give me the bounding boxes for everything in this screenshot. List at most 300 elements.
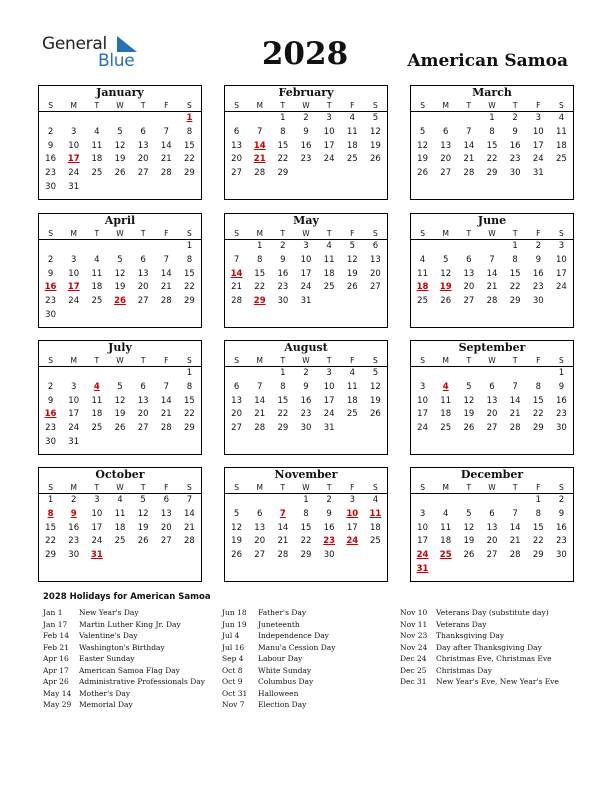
day-cell: 13 <box>137 395 149 406</box>
day-cell <box>434 367 457 381</box>
day-cell: 1 <box>280 368 286 378</box>
weekday-label: S <box>48 101 53 110</box>
weekday-label: S <box>48 229 53 238</box>
day-cell: 6 <box>443 126 449 137</box>
holiday-name: Juneteenth <box>258 619 300 629</box>
day-cell: 2 <box>303 368 309 378</box>
day-cell <box>411 240 434 254</box>
holiday-name: Election Day <box>258 700 307 709</box>
day-cell: 10 <box>346 508 359 519</box>
day-cell: 28 <box>160 168 172 179</box>
week-row <box>225 140 387 154</box>
day-cell: 6 <box>233 126 240 137</box>
day-cell: 2 <box>47 126 54 137</box>
day-cell: 31 <box>323 423 335 434</box>
day-cell: 25 <box>91 296 103 307</box>
holiday-date: Nov 23 <box>400 631 428 640</box>
day-cell <box>155 240 178 254</box>
month-name: August <box>284 341 328 354</box>
day-cell: 7 <box>512 508 518 519</box>
day-cell: 30 <box>45 181 56 192</box>
day-cell: 11 <box>440 522 452 533</box>
holiday-date: Nov 11 <box>400 619 428 629</box>
day-cell <box>108 112 131 126</box>
day-cell <box>364 422 387 436</box>
day-cell <box>364 167 387 181</box>
holiday-date: Jul 16 <box>222 642 245 652</box>
day-cell: 22 <box>532 409 544 420</box>
day-cell: 30 <box>68 550 80 561</box>
day-cell: 6 <box>466 254 472 265</box>
day-cell: 7 <box>163 126 169 137</box>
day-cell: 17 <box>417 409 428 420</box>
weekday-label: W <box>488 101 496 110</box>
day-cell: 5 <box>117 254 123 265</box>
day-cell: 7 <box>186 495 193 505</box>
week-row <box>225 522 387 536</box>
day-cell: 4 <box>93 381 100 392</box>
holiday-date: Jul 4 <box>222 631 240 640</box>
day-cell <box>318 295 341 309</box>
day-cell: 21 <box>184 522 195 533</box>
weekday-label: W <box>488 483 496 492</box>
day-cell: 23 <box>300 409 312 420</box>
weekday-label: T <box>326 101 332 110</box>
day-cell: 22 <box>509 282 521 293</box>
weekday-label: T <box>280 483 286 492</box>
week-row <box>225 268 387 282</box>
holidays-title: 2028 Holidays for American Samoa <box>43 592 211 602</box>
day-cell: 6 <box>489 381 495 392</box>
day-cell: 5 <box>372 368 379 378</box>
day-cell <box>480 563 503 577</box>
day-cell: 19 <box>114 409 126 420</box>
weekday-label: W <box>302 356 310 365</box>
day-cell: 15 <box>486 140 498 151</box>
weekday-label: S <box>187 101 192 110</box>
day-cell: 21 <box>509 536 521 547</box>
day-cell: 9 <box>512 126 518 137</box>
day-cell <box>155 309 178 323</box>
day-cell: 14 <box>160 268 172 279</box>
day-cell: 25 <box>556 154 567 165</box>
day-cell: 26 <box>463 550 475 561</box>
day-cell: 3 <box>71 381 77 392</box>
weekday-label: T <box>140 356 146 365</box>
week-row <box>39 395 201 409</box>
weekday-label: T <box>326 356 332 365</box>
day-cell: 23 <box>45 296 56 307</box>
weekday-label: F <box>164 229 169 238</box>
week-row <box>39 549 201 563</box>
day-cell: 29 <box>184 423 195 434</box>
day-cell: 19 <box>231 536 242 547</box>
day-cell: 14 <box>160 140 172 151</box>
day-cell: 16 <box>532 268 544 279</box>
holiday-name: Father's Day <box>258 608 307 617</box>
day-cell: 9 <box>70 508 77 519</box>
holiday-date: Jun 19 <box>222 619 247 629</box>
day-cell: 26 <box>440 296 452 307</box>
weekday-label: T <box>512 483 518 492</box>
holiday-item <box>43 642 205 654</box>
day-cell: 18 <box>416 282 429 293</box>
holiday-name: Mother's Day <box>79 688 131 698</box>
day-cell <box>480 240 503 254</box>
day-cell: 13 <box>137 268 149 279</box>
holiday-name: Washington's Birthday <box>79 642 165 652</box>
holiday-item <box>400 607 559 619</box>
month-name: September <box>458 341 526 354</box>
day-cell: 28 <box>231 296 242 307</box>
day-cell: 28 <box>160 423 172 434</box>
week-row <box>411 381 573 395</box>
day-cell: 14 <box>509 395 521 406</box>
day-cell: 1 <box>257 241 263 251</box>
holiday-item <box>222 607 335 619</box>
holiday-date: May 29 <box>43 700 72 709</box>
day-cell <box>39 112 62 126</box>
day-cell: 27 <box>486 423 498 434</box>
day-cell <box>225 240 248 254</box>
day-cell <box>178 309 201 323</box>
day-cell: 22 <box>184 409 195 420</box>
day-cell <box>85 112 108 126</box>
holiday-name: Christmas Eve, Christmas Eve <box>436 654 552 663</box>
day-cell: 18 <box>556 140 567 151</box>
weekday-label: T <box>326 483 332 492</box>
weekday-header <box>39 482 201 494</box>
weekday-label: S <box>234 101 239 110</box>
logo-blue-text: Blue <box>98 51 135 71</box>
day-cell: 9 <box>303 381 309 392</box>
day-cell: 30 <box>509 168 521 179</box>
day-cell: 7 <box>257 381 263 392</box>
day-cell: 27 <box>486 550 498 561</box>
weekday-label: W <box>116 229 124 238</box>
day-cell: 24 <box>300 282 312 293</box>
holiday-item <box>222 653 335 665</box>
day-cell: 5 <box>419 126 426 137</box>
holiday-item <box>400 642 559 654</box>
day-cell: 5 <box>372 113 379 123</box>
weekday-label: T <box>512 229 518 238</box>
day-cell: 18 <box>370 522 381 533</box>
month-july <box>38 340 202 455</box>
holiday-item <box>222 688 335 700</box>
week-row <box>39 381 201 395</box>
day-cell <box>341 422 364 436</box>
day-cell: 11 <box>91 395 103 406</box>
day-cell: 10 <box>417 395 428 406</box>
day-cell: 20 <box>137 154 149 165</box>
day-cell: 27 <box>440 168 452 179</box>
day-cell: 27 <box>463 296 475 307</box>
week-row <box>411 535 573 549</box>
day-cell: 7 <box>466 126 472 137</box>
day-cell: 18 <box>440 409 452 420</box>
week-row <box>39 126 201 140</box>
day-cell: 25 <box>370 536 381 547</box>
holiday-date: Nov 10 <box>400 608 428 617</box>
holiday-item <box>43 619 205 631</box>
day-cell: 9 <box>558 508 565 519</box>
day-cell <box>248 112 271 126</box>
day-cell: 6 <box>489 508 495 519</box>
day-cell: 12 <box>463 395 475 406</box>
holiday-name: Christmas Day <box>436 665 492 675</box>
day-cell: 13 <box>160 508 172 519</box>
weekday-label: S <box>234 483 239 492</box>
day-cell: 4 <box>442 381 449 392</box>
weekday-label: T <box>140 101 146 110</box>
weekday-label: F <box>350 483 355 492</box>
day-cell: 2 <box>47 381 54 392</box>
day-cell: 12 <box>137 508 149 519</box>
day-cell <box>504 367 527 381</box>
week-row <box>39 508 201 522</box>
day-cell <box>178 436 201 450</box>
holiday-date: Feb 21 <box>43 642 69 652</box>
day-cell: 11 <box>91 140 103 151</box>
day-cell: 11 <box>323 254 335 265</box>
day-cell: 19 <box>439 282 452 293</box>
holiday-name: Veterans Day <box>436 619 487 629</box>
week-row <box>39 112 201 126</box>
holiday-date: Apr 16 <box>43 654 69 663</box>
day-cell: 19 <box>114 154 126 165</box>
day-cell <box>132 436 155 450</box>
day-cell: 25 <box>91 168 103 179</box>
day-cell: 26 <box>417 168 428 179</box>
holiday-date: Dec 25 <box>400 665 427 675</box>
day-cell: 27 <box>370 282 381 293</box>
day-cell: 4 <box>419 254 426 265</box>
day-cell <box>85 367 108 381</box>
holiday-name: New Year's Eve, New Year's Eve <box>436 677 559 686</box>
day-cell: 21 <box>160 409 172 420</box>
day-cell: 4 <box>326 241 332 251</box>
day-cell <box>155 112 178 126</box>
day-cell: 25 <box>440 423 452 434</box>
day-cell: 16 <box>300 395 312 406</box>
day-cell: 29 <box>45 550 56 561</box>
day-cell <box>155 549 178 563</box>
day-cell: 28 <box>160 296 172 307</box>
day-cell: 31 <box>300 296 312 307</box>
day-cell: 24 <box>91 536 103 547</box>
day-cell: 16 <box>277 268 289 279</box>
day-cell <box>132 549 155 563</box>
day-cell: 12 <box>114 140 126 151</box>
day-cell: 12 <box>463 522 475 533</box>
day-cell <box>132 309 155 323</box>
day-cell: 28 <box>509 550 521 561</box>
day-cell: 23 <box>45 423 56 434</box>
holiday-item <box>400 653 559 665</box>
day-cell: 31 <box>68 436 80 447</box>
country-name: American Samoa <box>407 51 568 71</box>
month-may <box>224 213 388 328</box>
day-cell: 9 <box>326 508 332 519</box>
weekday-header <box>225 228 387 240</box>
weekday-label: W <box>302 229 310 238</box>
day-cell: 20 <box>137 282 149 293</box>
day-cell: 5 <box>117 381 123 392</box>
day-cell: 3 <box>326 113 332 123</box>
day-cell: 24 <box>323 409 335 420</box>
weekday-label: S <box>234 356 239 365</box>
day-cell <box>62 240 85 254</box>
holiday-name: Halloween <box>258 688 299 698</box>
month-october <box>38 467 202 582</box>
week-row <box>225 395 387 409</box>
day-cell: 25 <box>346 154 358 165</box>
weekday-label: F <box>536 229 541 238</box>
day-cell: 5 <box>117 126 123 137</box>
day-cell: 12 <box>114 395 126 406</box>
day-cell: 21 <box>486 282 498 293</box>
month-september <box>410 340 574 455</box>
day-cell: 11 <box>440 395 452 406</box>
day-cell: 19 <box>370 140 381 151</box>
weekday-header <box>225 100 387 112</box>
holiday-name: Easter Sunday <box>79 654 135 663</box>
day-cell: 29 <box>532 550 544 561</box>
month-name: February <box>278 86 334 99</box>
day-cell: 27 <box>160 536 172 547</box>
day-cell: 26 <box>114 168 126 179</box>
holiday-date: Sep 4 <box>222 654 244 663</box>
day-cell <box>108 309 131 323</box>
day-cell: 29 <box>184 168 195 179</box>
month-name: November <box>274 468 338 481</box>
month-february <box>224 85 388 200</box>
weekday-label: F <box>350 356 355 365</box>
week-row <box>39 367 201 381</box>
day-cell: 26 <box>346 282 358 293</box>
day-cell: 22 <box>532 536 544 547</box>
holiday-name: Columbus Day <box>258 677 314 686</box>
month-name: July <box>108 341 132 354</box>
holiday-date: Dec 24 <box>400 654 427 663</box>
day-cell: 1 <box>558 368 565 378</box>
weekday-label: F <box>164 101 169 110</box>
day-cell: 31 <box>532 168 544 179</box>
weekday-label: T <box>94 229 100 238</box>
month-name: March <box>472 86 512 99</box>
day-cell: 25 <box>417 296 428 307</box>
holiday-date: Jan 17 <box>43 619 68 629</box>
week-row <box>225 112 387 126</box>
month-name: October <box>95 468 145 481</box>
day-cell: 18 <box>114 522 126 533</box>
week-row <box>39 535 201 549</box>
day-cell: 29 <box>532 423 544 434</box>
day-cell <box>108 367 131 381</box>
day-cell: 28 <box>463 168 475 179</box>
day-cell: 16 <box>44 409 57 420</box>
week-row <box>411 549 573 563</box>
day-cell <box>155 181 178 195</box>
weekday-label: T <box>466 356 472 365</box>
day-cell: 27 <box>231 168 242 179</box>
day-cell: 23 <box>532 282 544 293</box>
day-cell: 9 <box>558 381 565 392</box>
day-cell: 21 <box>509 409 521 420</box>
day-cell <box>341 549 364 563</box>
day-cell: 17 <box>68 409 80 420</box>
day-cell: 21 <box>253 154 266 165</box>
day-cell: 23 <box>300 154 312 165</box>
day-cell: 19 <box>137 522 149 533</box>
day-cell: 14 <box>509 522 521 533</box>
day-cell <box>457 240 480 254</box>
weekday-label: S <box>373 101 378 110</box>
weekday-header <box>411 228 573 240</box>
day-cell: 3 <box>326 368 332 378</box>
week-row <box>39 422 201 436</box>
holiday-name: Memorial Day <box>79 700 133 709</box>
day-cell: 11 <box>556 126 567 137</box>
day-cell: 1 <box>303 495 309 505</box>
day-cell: 30 <box>556 550 567 561</box>
holiday-date: Nov 24 <box>400 642 428 652</box>
day-cell: 4 <box>349 113 355 123</box>
day-cell: 2 <box>558 495 565 505</box>
week-row <box>225 535 387 549</box>
day-cell: 21 <box>254 409 266 420</box>
day-cell: 2 <box>303 113 309 123</box>
day-cell <box>434 112 457 126</box>
day-cell: 4 <box>117 495 123 505</box>
weekday-label: T <box>512 101 518 110</box>
day-cell: 9 <box>280 254 286 265</box>
week-row <box>225 408 387 422</box>
weekday-header <box>39 355 201 367</box>
day-cell: 8 <box>280 126 286 137</box>
month-december <box>410 467 574 582</box>
day-cell: 14 <box>486 268 498 279</box>
day-cell: 10 <box>68 395 80 406</box>
day-cell: 26 <box>463 423 475 434</box>
weekday-label: M <box>442 483 449 492</box>
day-cell: 15 <box>277 395 289 406</box>
day-cell <box>434 240 457 254</box>
day-cell: 17 <box>300 268 312 279</box>
day-cell: 28 <box>486 296 498 307</box>
weekday-label: F <box>536 101 541 110</box>
weekday-label: M <box>70 356 77 365</box>
weekday-label: F <box>164 356 169 365</box>
week-row <box>225 295 387 309</box>
weekday-label: W <box>488 229 496 238</box>
week-row <box>225 254 387 268</box>
weekday-label: T <box>280 229 286 238</box>
day-cell: 16 <box>44 282 57 293</box>
day-cell: 28 <box>509 423 521 434</box>
day-cell: 5 <box>466 381 472 392</box>
weekday-header <box>225 482 387 494</box>
weekday-label: M <box>442 229 449 238</box>
day-cell: 4 <box>94 254 100 265</box>
week-row <box>225 422 387 436</box>
holiday-name: Martin Luther King Jr. Day <box>79 619 181 629</box>
week-row <box>225 240 387 254</box>
day-cell: 18 <box>91 409 103 420</box>
weekday-header <box>411 482 573 494</box>
holiday-name: Independence Day <box>258 631 329 640</box>
